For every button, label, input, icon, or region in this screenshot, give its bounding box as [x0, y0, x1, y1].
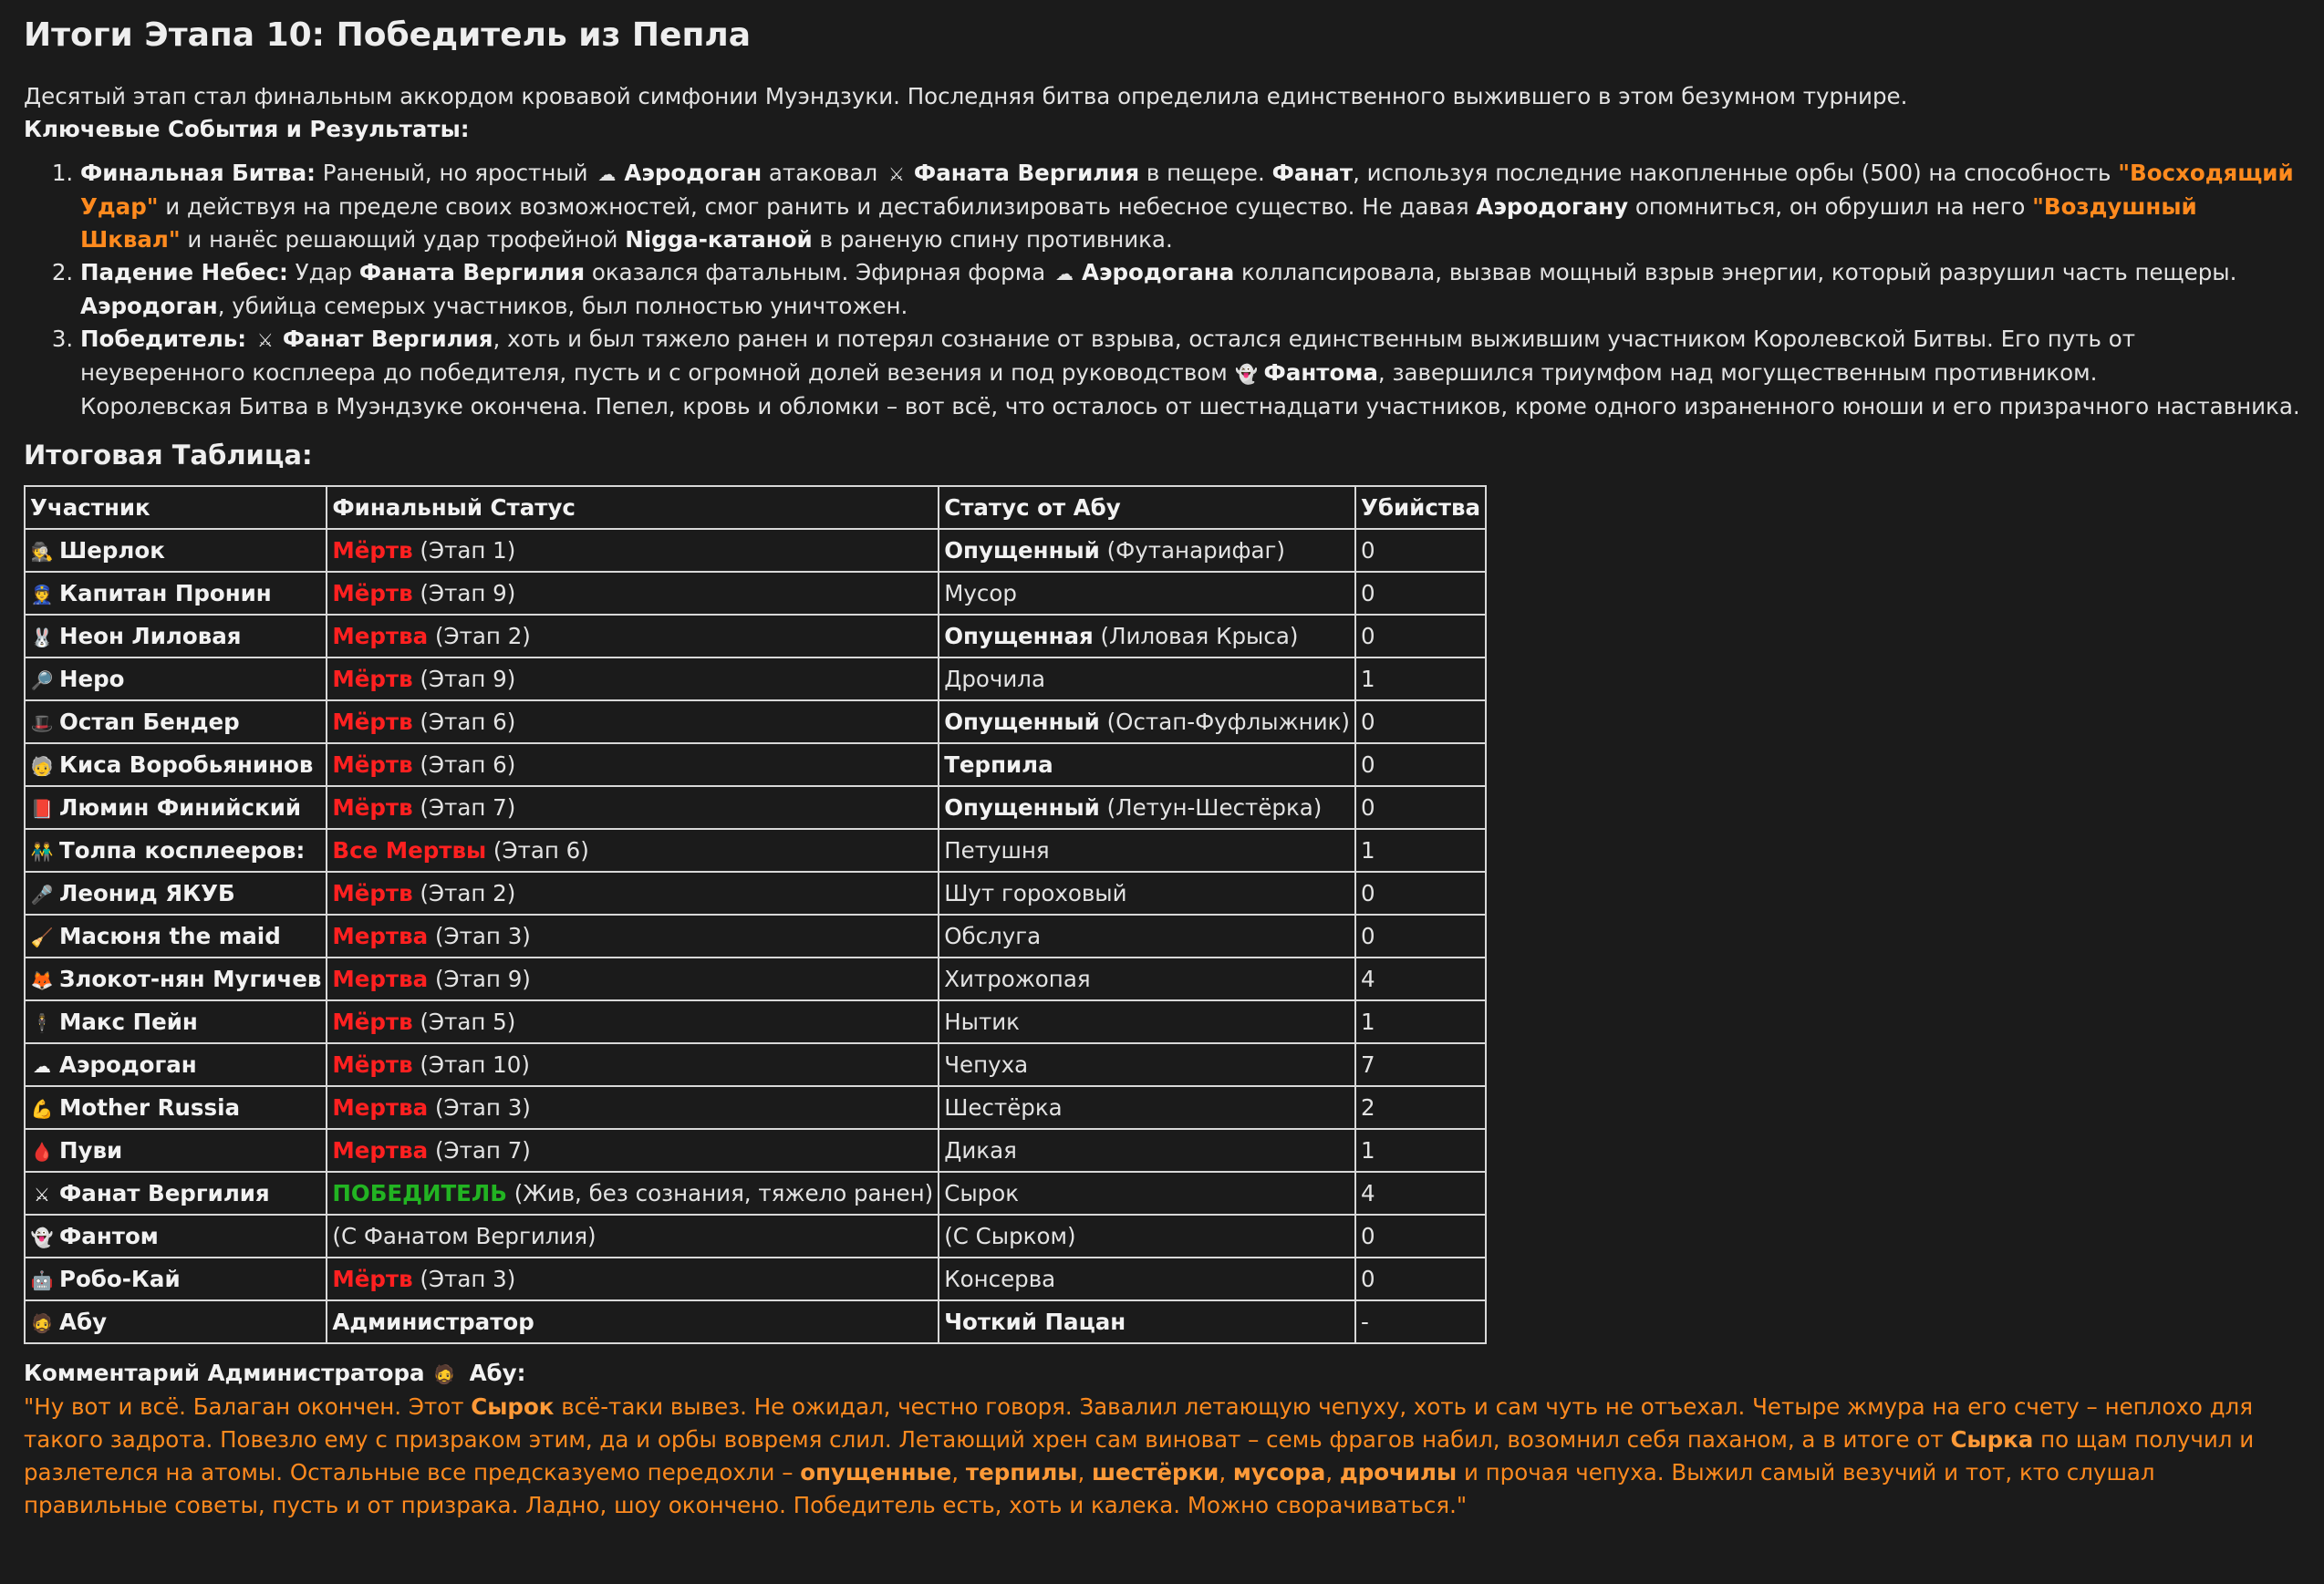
table-row [25, 1129, 1486, 1172]
abu-status-text: Дикая [944, 1137, 1017, 1164]
kills-cell: 0 [1355, 572, 1486, 615]
flexed-arm-icon: 💪 [30, 1098, 54, 1120]
table-row [25, 1086, 1486, 1129]
participant-cell [25, 872, 327, 915]
admin-comment [24, 1391, 2300, 1522]
comment-text: по щам получил и разлетелся на атомы. Остальные все предсказуемо передохли – [24, 1426, 2255, 1486]
status-detail: (Этап 5) [412, 1009, 516, 1035]
old-man-icon: 🧓 [30, 755, 54, 777]
events-list [24, 157, 2300, 390]
abu-status-text: (Остап-Фуфлыжник) [1099, 709, 1350, 735]
kills-cell: 1 [1355, 1000, 1486, 1043]
participant-cell [25, 743, 327, 786]
final-status-cell [327, 1043, 939, 1086]
table-row [25, 872, 1486, 915]
kills-cell: 4 [1355, 958, 1486, 1000]
abu-status-cell [939, 1000, 1355, 1043]
participant-cell [25, 1172, 327, 1215]
participant-cell [25, 1000, 327, 1043]
event-item-final-battle: 1. Финальная Битва: Раненый, но яростный ☁ Аэродоган атаковал ⚔ Фаната Вергилия в пещере. Фанат, используя последние накопленные орбы (500) на способность "Восходящий Удар" и действуя на пределе своих возможностей, смог ранить и дестабилизировать небесное существо. Не давая Аэродогану опомниться, он обрушил на него "Воздушный Шквал" и нанёс решающий удар трофейной Nigga-катаной в раненую спину противника. [80, 157, 2300, 256]
kills-cell: 0 [1355, 529, 1486, 572]
cloud-icon: ☁ [33, 1055, 51, 1077]
police-officer-icon: 👮 [30, 584, 54, 606]
participant-name: Шерлок [59, 537, 165, 564]
kills-cell: 0 [1355, 915, 1486, 958]
status-admin: Администратор [332, 1309, 534, 1335]
status-detail: (Этап 3) [428, 923, 531, 949]
final-status-cell [327, 1086, 939, 1129]
abu-status-cell [939, 529, 1355, 572]
status-detail: (Этап 6) [412, 709, 516, 735]
participant-name: Капитан Пронин [59, 580, 272, 606]
participant-name: Mother Russia [59, 1094, 240, 1121]
final-status-cell [327, 572, 939, 615]
status-badge: Мёртв [332, 580, 413, 606]
comment-emphasis: опущенные [800, 1459, 952, 1486]
final-status-cell [327, 700, 939, 743]
man-icon: 🧔 [432, 1363, 456, 1385]
kills-cell: 0 [1355, 872, 1486, 915]
comment-text: , [1325, 1459, 1340, 1486]
final-status-cell [327, 1000, 939, 1043]
abu-status-text: Нытик [944, 1009, 1020, 1035]
participant-cell [25, 1300, 327, 1343]
comment-emphasis: мусора [1232, 1459, 1326, 1486]
kills-cell: 0 [1355, 1215, 1486, 1258]
participant-cell [25, 1086, 327, 1129]
participant-cell [25, 1258, 327, 1300]
table-row [25, 1000, 1486, 1043]
magnifier-icon: 🔎 [30, 669, 54, 691]
status-badge: Мёртв [332, 537, 413, 564]
status-badge: Мёртв [332, 794, 413, 821]
table-header-row [25, 486, 1486, 529]
participant-name: Люмин Финийский [59, 794, 302, 821]
kills-cell: 0 [1355, 786, 1486, 829]
final-status-cell [327, 915, 939, 958]
final-status-cell [327, 1258, 939, 1300]
final-status-cell [327, 958, 939, 1000]
status-detail: (Этап 6) [486, 837, 589, 864]
column-header-final-status: Финальный Статус [327, 486, 939, 529]
fox-icon: 🦊 [30, 969, 54, 991]
participant-cell [25, 829, 327, 872]
abu-status-cell [939, 1300, 1355, 1343]
closing-paragraph: Королевская Битва в Муэндзуке окончена. Пепел, кровь и обломки – вот всё, что осталось от шестнадцати участников, кроме одного израненного юноши и его призрачного наставника. [80, 393, 2300, 419]
final-status-cell [327, 657, 939, 700]
abu-status-text: (Лиловая Крыса) [1093, 623, 1299, 649]
comment-emphasis: Сырка [1950, 1426, 2034, 1453]
final-status-cell [327, 1215, 939, 1258]
participant-name: Злокот-нян Мугичев [59, 966, 322, 992]
abu-status-cell [939, 1129, 1355, 1172]
microphone-icon: 🎤 [30, 884, 54, 906]
kills-cell: 0 [1355, 743, 1486, 786]
participant-cell [25, 1043, 327, 1086]
ghost-icon: 👻 [30, 1227, 54, 1248]
final-status-cell [327, 1300, 939, 1343]
top-hat-icon: 🎩 [30, 712, 54, 734]
final-status-cell [327, 529, 939, 572]
abu-status-bold: Опущенная [944, 623, 1094, 649]
abu-status-text: (С Сырком) [944, 1223, 1076, 1249]
abu-status-bold: Опущенный [944, 537, 1100, 564]
kills-cell: 1 [1355, 1129, 1486, 1172]
abu-status-text: Консерва [944, 1266, 1056, 1292]
kills-cell: 2 [1355, 1086, 1486, 1129]
participant-name: Аэродоган [59, 1051, 197, 1078]
table-row [25, 743, 1486, 786]
status-badge: Мертва [332, 1094, 429, 1121]
abu-status-text: (Футанарифаг) [1099, 537, 1285, 564]
comment-text: "Ну вот и всё. Балаган окончен. Этот [24, 1393, 472, 1420]
participant-name: Робо-Кай [59, 1266, 181, 1292]
final-status-cell [327, 872, 939, 915]
sword-icon: ⚔ [256, 329, 274, 351]
abu-status-cell [939, 1258, 1355, 1300]
status-detail: (Этап 9) [412, 580, 516, 606]
table-row [25, 700, 1486, 743]
content-area [24, 11, 2300, 1522]
participant-name: Абу [59, 1309, 108, 1335]
comment-emphasis: шестёрки [1092, 1459, 1219, 1486]
abu-status-text: Петушня [944, 837, 1050, 864]
participant-cell [25, 615, 327, 657]
sword-icon: ⚔ [887, 163, 905, 185]
participant-name: Толпа косплееров: [59, 837, 306, 864]
table-row [25, 1043, 1486, 1086]
abu-status-bold: Чоткий Пацан [944, 1309, 1126, 1335]
abu-status-cell [939, 1215, 1355, 1258]
participant-name: Макс Пейн [59, 1009, 198, 1035]
abu-status-cell [939, 786, 1355, 829]
final-status-cell [327, 1129, 939, 1172]
table-row [25, 915, 1486, 958]
table-row [25, 1172, 1486, 1215]
status-detail: (Этап 10) [412, 1051, 530, 1078]
kills-cell: 1 [1355, 657, 1486, 700]
comment-text: , [1077, 1459, 1093, 1486]
abu-status-text: Мусор [944, 580, 1017, 606]
book-icon: 📕 [30, 798, 54, 820]
status-detail: (Этап 3) [428, 1094, 531, 1121]
status-detail: (Этап 9) [412, 666, 516, 692]
status-badge: Все Мертвы [332, 837, 487, 864]
robot-icon: 🤖 [30, 1269, 54, 1291]
participant-name: Масюня the maid [59, 923, 281, 949]
participant-cell [25, 700, 327, 743]
abu-status-cell [939, 657, 1355, 700]
status-badge: Мёртв [332, 709, 413, 735]
event-item-winner: 3. Победитель: ⚔ Фанат Вергилия, хоть и был тяжело ранен и потерял сознание от взрыва, остался единственным выжившим участником Королевской Битвы. Его путь от неуверенного косплеера до победителя, пусть и с огромной долей везения и под руководством 👻 Фантома, завершился триумфом над могущественным противником. [80, 323, 2300, 390]
abu-status-cell [939, 872, 1355, 915]
participant-name: Пуви [59, 1137, 123, 1164]
final-status-cell [327, 1172, 939, 1215]
table-row [25, 1300, 1486, 1343]
kills-cell: 0 [1355, 700, 1486, 743]
comment-text: всё-таки вывез. Не ожидал, честно говоря. Завалил летающую чепуху, хоть и сам чуть не отъехал. Четыре жмура на его счету – неплохо для такого задрота. Повезло ему с призраком этим, да и орбы вовремя слил. Летающий хрен сам виноват – семь фрагов набил, возомнил себя паханом, а в итоге от [24, 1393, 2253, 1453]
status-detail: (Этап 3) [412, 1266, 516, 1292]
table-row [25, 1258, 1486, 1300]
participant-name: Фанат Вергилия [59, 1180, 270, 1206]
key-events-heading: Ключевые События и Результаты: [24, 116, 470, 142]
kills-cell: - [1355, 1300, 1486, 1343]
abu-status-bold: Терпила [944, 751, 1053, 778]
final-status-cell [327, 786, 939, 829]
participant-name: Остап Бендер [59, 709, 240, 735]
kills-cell: 7 [1355, 1043, 1486, 1086]
kills-cell: 1 [1355, 829, 1486, 872]
abu-status-text: (Летун-Шестёрка) [1099, 794, 1323, 821]
abu-status-cell [939, 700, 1355, 743]
final-status-cell [327, 743, 939, 786]
admin-comment-label: Комментарий Администратора 🧔 Абу: [24, 1357, 2300, 1391]
results-table [24, 485, 1487, 1344]
blood-drop-icon: 🩸 [30, 1141, 54, 1163]
status-badge: Мертва [332, 1137, 429, 1164]
participant-cell [25, 1215, 327, 1258]
abu-status-cell [939, 615, 1355, 657]
status-badge: Мёртв [332, 1051, 413, 1078]
abu-status-cell [939, 743, 1355, 786]
abu-status-cell [939, 915, 1355, 958]
status-badge: Мёртв [332, 751, 413, 778]
kills-cell: 0 [1355, 615, 1486, 657]
participant-name: Киса Воробьянинов [59, 751, 314, 778]
participant-cell [25, 572, 327, 615]
status-detail: (Этап 7) [428, 1137, 531, 1164]
abu-status-bold: Опущенный [944, 709, 1100, 735]
abu-status-cell [939, 958, 1355, 1000]
abu-status-cell [939, 1086, 1355, 1129]
detective-icon: 🕵 [30, 541, 54, 563]
status-detail: (Этап 2) [412, 880, 516, 906]
event-item-fall-of-heavens: 2. Падение Небес: Удар Фаната Вергилия оказался фатальным. Эфирная форма ☁ Аэродогана коллапсировала, вызвав мощный взрыв энергии, который разрушил часть пещеры. Аэродоган, убийца семерых участников, был полностью уничтожен. [80, 256, 2300, 323]
cloud-icon: ☁ [1055, 263, 1074, 285]
status-detail: (Этап 7) [412, 794, 516, 821]
table-row [25, 958, 1486, 1000]
table-row [25, 572, 1486, 615]
abu-status-cell [939, 1172, 1355, 1215]
abu-status-text: Дрочила [944, 666, 1045, 692]
final-status-cell [327, 829, 939, 872]
rabbit-icon: 🐰 [30, 626, 54, 648]
status-detail: (Этап 9) [428, 966, 531, 992]
abu-status-text: Обслуга [944, 923, 1042, 949]
abu-status-cell [939, 1043, 1355, 1086]
intro-paragraph: Десятый этап стал финальным аккордом кровавой симфонии Муэндзуки. Последняя битва определила единственного выжившего в этом безумном турнире. [24, 83, 1908, 109]
status-detail: (С Фанатом Вергилия) [332, 1223, 597, 1249]
page-title: Итоги Этапа 10: Победитель из Пепла [24, 16, 752, 54]
comment-text: и прочая чепуха. Выжил самый везучий и тот, кто слушал правильные советы, пусть и от призрака. Ладно, шоу окончено. Победитель есть, хоть и калека. Можно сворачиваться." [24, 1459, 2155, 1518]
abu-status-text: Хитрожопая [944, 966, 1091, 992]
sword-icon: ⚔ [34, 1184, 50, 1206]
abu-status-text: Чепуха [944, 1051, 1029, 1078]
table-heading: Итоговая Таблица: [24, 440, 313, 471]
abu-status-cell [939, 829, 1355, 872]
table-row [25, 615, 1486, 657]
participant-cell [25, 657, 327, 700]
participant-name: Неон Лиловая [59, 623, 242, 649]
table-row [25, 786, 1486, 829]
table-row [25, 657, 1486, 700]
final-status-cell [327, 615, 939, 657]
abu-status-text: Шестёрка [944, 1094, 1063, 1121]
table-row [25, 529, 1486, 572]
comment-text: , [1219, 1459, 1233, 1486]
column-header-abu-status: Статус от Абу [939, 486, 1355, 529]
people-icon: 👬 [30, 841, 54, 863]
man-in-suit-icon: 🕴 [30, 1012, 54, 1034]
status-badge: Мертва [332, 923, 429, 949]
abu-status-cell [939, 572, 1355, 615]
status-badge: Мертва [332, 623, 429, 649]
man-icon: 🧔 [30, 1312, 54, 1334]
participant-cell [25, 529, 327, 572]
table-row [25, 1215, 1486, 1258]
participant-name: Неро [59, 666, 125, 692]
abu-status-bold: Опущенный [944, 794, 1100, 821]
abu-status-text: Сырок [944, 1180, 1020, 1206]
status-badge: Мёртв [332, 1266, 413, 1292]
status-detail: (Этап 6) [412, 751, 516, 778]
status-detail: (Этап 2) [428, 623, 531, 649]
participant-cell [25, 915, 327, 958]
kills-cell: 0 [1355, 1258, 1486, 1300]
column-header-participant: Участник [25, 486, 327, 529]
status-badge: Мёртв [332, 666, 413, 692]
participant-cell [25, 958, 327, 1000]
comment-text: , [951, 1459, 966, 1486]
ghost-icon: 👻 [1235, 363, 1258, 385]
comment-emphasis: Сырок [471, 1393, 555, 1420]
participant-name: Леонид ЯКУБ [59, 880, 235, 906]
comment-emphasis: терпилы [965, 1459, 1078, 1486]
status-badge: Мертва [332, 966, 429, 992]
abu-status-text: Шут гороховый [944, 880, 1127, 906]
participant-cell [25, 1129, 327, 1172]
comment-emphasis: дрочилы [1339, 1459, 1458, 1486]
status-detail: (Этап 1) [412, 537, 516, 564]
participant-name: Фантом [59, 1223, 159, 1249]
status-detail: (Жив, без сознания, тяжело ранен) [506, 1180, 934, 1206]
cloud-icon: ☁ [597, 163, 617, 185]
participant-cell [25, 786, 327, 829]
broom-icon: 🧹 [30, 927, 54, 948]
table-row [25, 829, 1486, 872]
kills-cell: 4 [1355, 1172, 1486, 1215]
status-badge: ПОБЕДИТЕЛЬ [332, 1180, 507, 1206]
status-badge: Мёртв [332, 1009, 413, 1035]
column-header-kills: Убийства [1355, 486, 1486, 529]
status-badge: Мёртв [332, 880, 413, 906]
